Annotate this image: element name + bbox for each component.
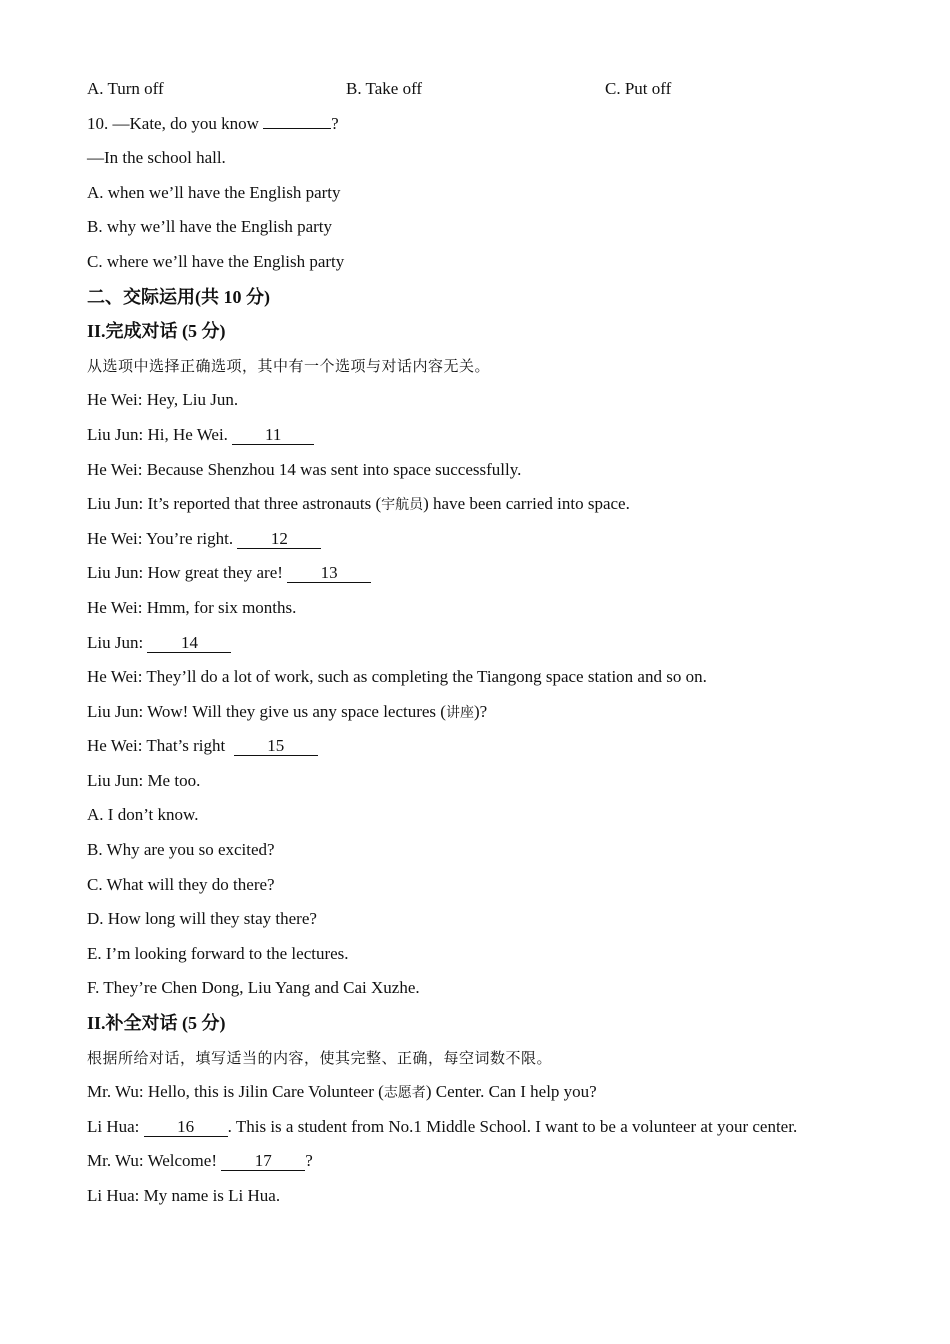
part-1-option: B. Why are you so excited? — [87, 840, 275, 860]
blank-11: 11 — [232, 426, 314, 445]
dialogue-text: Liu Jun: It’s reported that three astronauts ( — [87, 494, 382, 514]
dialogue-text: Liu Jun: Hi, He Wei. — [87, 424, 233, 444]
q10-stem-suffix: ? — [331, 113, 339, 133]
dialogue-text: )? — [473, 701, 488, 721]
part-1-option: A. I don’t know. — [87, 805, 199, 825]
blank-15: 15 — [234, 737, 318, 756]
dialogue-line: He Wei: Hmm, for six months. — [87, 597, 297, 617]
dialogue-line — [87, 701, 907, 723]
dialogue-cn-note: 志愿者 — [383, 1085, 426, 1102]
dialogue-text: He Wei: That’s right — [87, 736, 234, 756]
dialogue-text: . This is a student from No.1 Middle School. I want to be a volunteer at your center. — [227, 1116, 798, 1136]
dialogue-line — [87, 1081, 907, 1103]
part-1-option: D. How long will they stay there? — [87, 909, 317, 929]
blank-12: 12 — [237, 530, 321, 549]
dialogue-line: He Wei: Hey, Liu Jun. — [87, 390, 239, 410]
q9-option-a: A. Turn off — [87, 79, 164, 98]
part-2-title — [87, 1012, 907, 1034]
part-2-title-score: (5 分) — [182, 1013, 226, 1034]
dialogue-cn-note: 宇航员 — [381, 497, 424, 514]
q10-stem — [87, 113, 907, 135]
q10-option-c: C. where we’ll have the English party — [87, 251, 345, 271]
blank-13: 13 — [287, 564, 371, 583]
dialogue-cn-note: 讲座 — [445, 704, 474, 721]
dialogue-text: Mr. Wu: Hello, this is Jilin Care Volunteer ( — [87, 1082, 384, 1102]
q10-option-b: B. why we’ll have the English party — [87, 217, 333, 237]
dialogue-text: He Wei: You’re right. — [87, 528, 238, 548]
dialogue-text: Mr. Wu: Welcome! — [87, 1151, 222, 1171]
part-1-title-score: (5 分) — [182, 321, 226, 342]
q10-answer-blank — [263, 128, 331, 129]
dialogue-line — [87, 493, 907, 515]
dialogue-line: He Wei: They’ll do a lot of work, such as completing the Tiangong space station and so on. — [87, 667, 707, 687]
q10-answer-line: —In the school hall. — [87, 148, 226, 168]
part-1-option: F. They’re Chen Dong, Liu Yang and Cai Xuzhe. — [87, 978, 420, 998]
part-1-title-cn: 完成对话 — [105, 321, 178, 342]
part-1-option: C. What will they do there? — [87, 874, 275, 894]
dialogue-line — [87, 528, 907, 550]
part-1-instruction: 从选项中选择正确选项，其中有一个选项与对话内容无关。 — [87, 356, 491, 375]
dialogue-text: Liu Jun: How great they are! — [87, 563, 288, 583]
blank-16: 16 — [144, 1118, 228, 1137]
dialogue-text: Li Hua: — [87, 1116, 144, 1136]
part-1-title-prefix: II. — [87, 321, 106, 342]
dialogue-line — [87, 1150, 907, 1172]
dialogue-text: ? — [305, 1151, 313, 1171]
dialogue-line — [87, 562, 907, 584]
dialogue-line — [87, 735, 907, 757]
dialogue-line — [87, 424, 907, 446]
dialogue-text: ) have been carried into space. — [423, 494, 630, 514]
blank-17: 17 — [221, 1152, 305, 1171]
q9-option-c: C. Put off — [605, 79, 672, 98]
blank-14: 14 — [147, 634, 231, 653]
dialogue-line — [87, 632, 907, 654]
q9-options — [87, 78, 907, 100]
q10-option-a: A. when we’ll have the English party — [87, 182, 341, 202]
dialogue-line — [87, 1116, 907, 1138]
dialogue-line: He Wei: Because Shenzhou 14 was sent into space successfully. — [87, 459, 522, 479]
dialogue-text: Liu Jun: Wow! Will they give us any space lectures ( — [87, 701, 446, 721]
dialogue-text: ) Center. Can I help you? — [425, 1082, 597, 1102]
dialogue-line: Li Hua: My name is Li Hua. — [87, 1186, 281, 1205]
section-2-title: 二、交际运用(共 10 分) — [87, 286, 270, 307]
q9-option-b: B. Take off — [346, 79, 423, 98]
part-1-option: E. I’m looking forward to the lectures. — [87, 943, 349, 963]
part-1-title — [87, 320, 907, 342]
q10-stem-prefix: 10. —Kate, do you know — [87, 113, 264, 133]
dialogue-line: Liu Jun: Me too. — [87, 770, 201, 790]
part-2-title-prefix: II. — [87, 1013, 106, 1034]
exam-page — [87, 78, 907, 1220]
part-2-title-cn: 补全对话 — [105, 1013, 178, 1034]
dialogue-text: Liu Jun: — [87, 632, 148, 652]
part-2-instruction: 根据所给对话，填写适当的内容，使其完整、正确，每空词数不限。 — [87, 1048, 553, 1067]
